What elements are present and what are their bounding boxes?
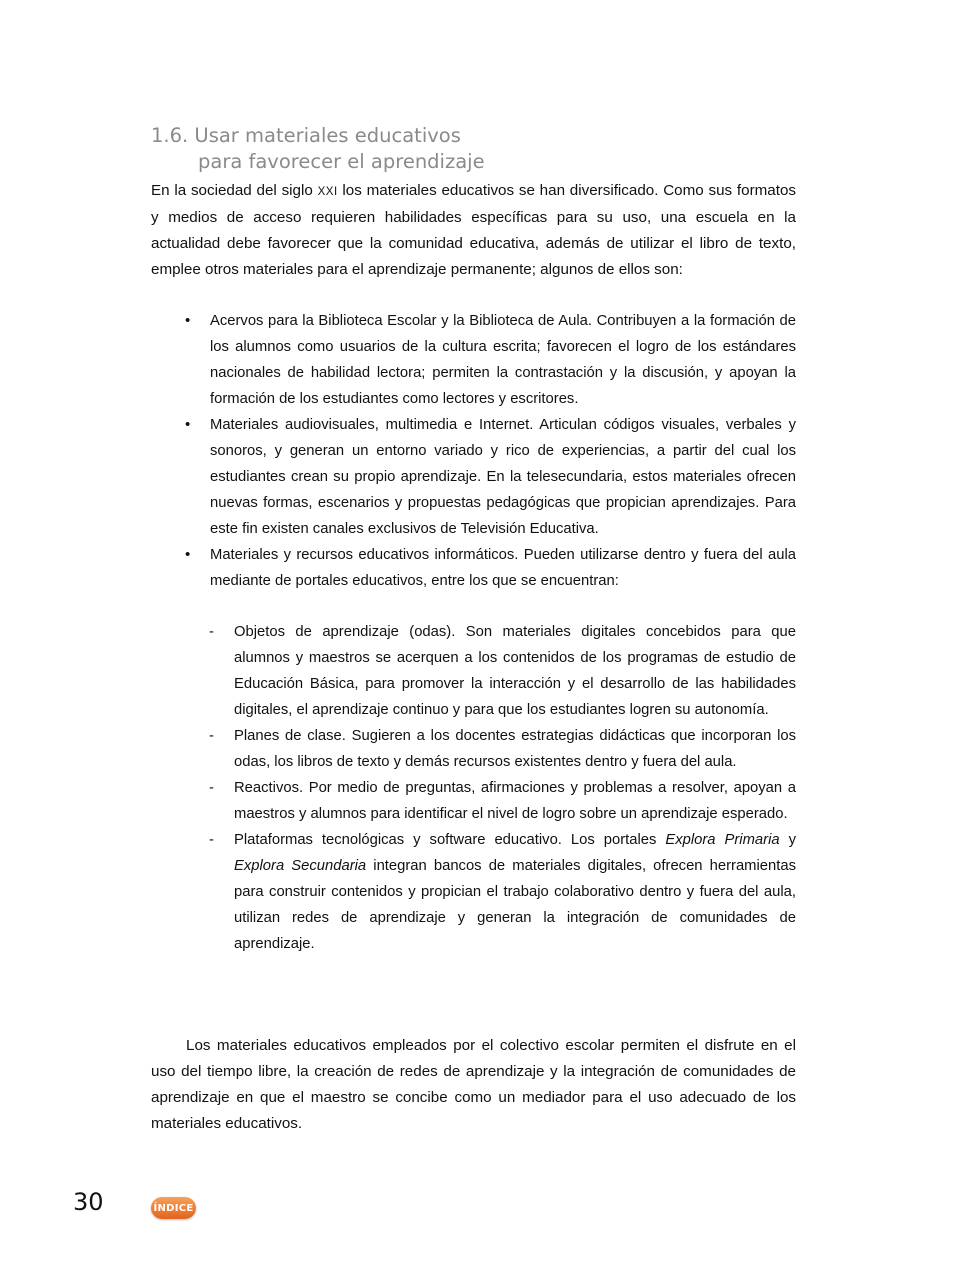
bullet-icon: • <box>185 416 191 433</box>
list-item: • Materiales audiovisuales, multimedia e Internet. Articulan códigos visuales, verbales y sonoros, y generan un entorno variado y rico de experiencias, a partir del cual los estudiantes crean su propio aprendizaje. En la telesecundaria, estos materiales ofrecen nuevas formas, escenarios y propuestas pedagógicas que propician aprendizajes. Para este fin existen canales exclusivos de Televisión Educativa. <box>210 412 796 542</box>
dash-icon: - <box>209 832 214 848</box>
list-item: - Objetos de aprendizaje (odas). Son materiales digitales concebidos para que alumnos y maestros se acerquen a los contenidos de los programas de estudio de Educación Básica, para promover la interacción y el desarrollo de las habilidades digitales, el aprendizaje continuo y para que los estudiantes logren su autonomía. <box>234 619 796 723</box>
dash-icon: - <box>209 780 214 796</box>
explora-secundaria: Explora Secundaria <box>234 858 367 874</box>
page-number: 30 <box>73 1188 104 1216</box>
list-item: • Materiales y recursos educativos informáticos. Pueden utilizarse dentro y fuera del aula mediante de portales educativos, entre los que se encuentran: <box>210 542 796 594</box>
portals-sub-list <box>209 619 796 957</box>
dash-icon: - <box>209 728 214 744</box>
bullet-icon: • <box>185 546 191 563</box>
materials-bullet-list <box>185 308 796 594</box>
century-numeral: XXI <box>317 186 338 198</box>
list-item: - Plataformas tecnológicas y software educativo. Los portales Explora Primaria y Explora Secundaria integran bancos de materiales digitales, ofrecen herramientas para construir contenidos y propician el trabajo colaborativo dentro y fuera del aula, utilizan redes de aprendizaje y generan la integración de comunidades de aprendizaje. <box>234 827 796 957</box>
explora-primaria: Explora Primaria <box>665 832 780 848</box>
list-item: - Reactivos. Por medio de preguntas, afirmaciones y problemas a resolver, apoyan a maestros y alumnos para identificar el nivel de logro sobre un aprendizaje esperado. <box>234 775 796 827</box>
dash-icon: - <box>209 624 214 640</box>
section-heading <box>151 123 485 175</box>
section-number: 1.6. <box>151 124 189 147</box>
section-title-line2: para favorecer el aprendizaje <box>198 150 485 173</box>
list-item: - Planes de clase. Sugieren a los docentes estrategias didácticas que incorporan los odas, los libros de texto y demás recursos existentes dentro y fuera del aula. <box>234 723 796 775</box>
closing-paragraph: Los materiales educativos empleados por el colectivo escolar permiten el disfrute en el uso del tiempo libre, la creación de redes de aprendizaje y la integración de comunidades de aprendizaje en que el maestro se concibe como un mediador para el uso adecuado de los materiales educativos. <box>151 1037 796 1132</box>
list-item: • Acervos para la Biblioteca Escolar y la Biblioteca de Aula. Contribuyen a la formación de los alumnos como usuarios de la cultura escrita; favorecen el logro de los estándares nacionales de habilidad lectora; permiten la contrastación y la discusión, y apoyan la formación de los estudiantes como lectores y escritores. <box>210 308 796 412</box>
bullet-icon: • <box>185 312 191 329</box>
intro-paragraph: En la sociedad del siglo XXI los materiales educativos se han diversificado. Como sus formatos y medios de acceso requieren habilidades específicas para su uso, una escuela en la actualidad debe favorecer que la comunidad educativa, además de utilizar el libro de texto, emplee otros materiales para el aprendizaje permanente; algunos de ellos son: <box>151 182 797 278</box>
index-button[interactable]: ÍNDICE <box>151 1197 196 1219</box>
section-title-line1: Usar materiales educativos <box>194 124 461 147</box>
